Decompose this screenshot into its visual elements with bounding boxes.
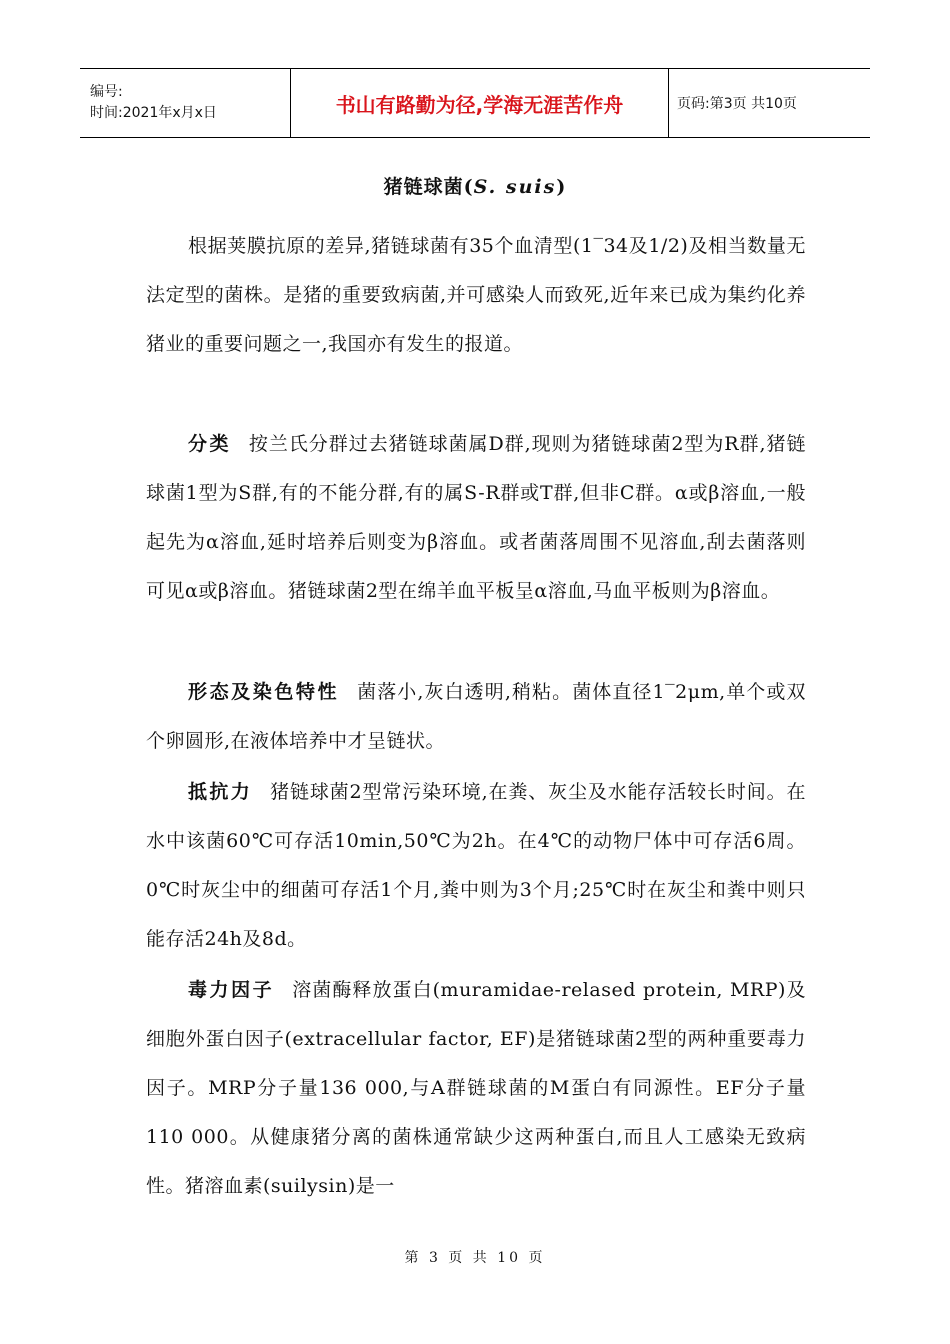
resistance-text: 猪链球菌2型常污染环境,在粪、灰尘及水能存活较长时间。在水中该菌60℃可存活10min,50℃为2h。在4℃的动物尸体中可存活6周。0℃时灰尘中的细菌可存活1个月,粪中则为3个月;25℃时在灰尘和粪中则只能存活24h及8d。	[146, 781, 806, 950]
resistance-heading: 抵抗力	[188, 781, 253, 803]
title-suffix: )	[556, 176, 567, 198]
header-page-info	[669, 69, 870, 137]
paragraph-classification	[146, 420, 806, 616]
classification-heading: 分类	[188, 433, 231, 455]
document-title	[0, 172, 950, 199]
title-prefix: 猪链球菌(	[383, 176, 474, 198]
paragraph-morphology	[146, 668, 806, 766]
header-motto-text: 书山有路勤为径,学海无涯苦作舟	[335, 92, 624, 117]
paragraph-intro	[146, 222, 806, 369]
page-footer	[0, 1247, 950, 1267]
header-meta	[80, 69, 291, 137]
virulence-text: 溶菌酶释放蛋白(muramidae-relased protein, MRP)及细胞外蛋白因子(extracellular factor, EF)是猪链球菌2型的两种重要毒力因子。MRP分子量136 000,与A群链球菌的M蛋白有同源性。EF分子量110 000。从健康猪分离的菌株通常缺少这两种蛋白,而且人工感染无致病性。猪溶血素(suilysin)是一	[146, 979, 806, 1197]
header-page-info-text: 页码:第3页 共10页	[677, 96, 797, 112]
virulence-heading: 毒力因子	[188, 979, 275, 1001]
morphology-heading: 形态及染色特性	[188, 681, 340, 703]
header-number-label: 编号:	[90, 84, 123, 100]
paragraph-resistance	[146, 768, 806, 964]
header-motto	[291, 69, 669, 137]
classification-text: 按兰氏分群过去猪链球菌属D群,现则为猪链球菌2型为R群,猪链球菌1型为S群,有的不能分群,有的属S-R群或T群,但非C群。α或β溶血,一般起先为α溶血,延时培养后则变为β溶血。或者菌落周围不见溶血,刮去菌落则可见α或β溶血。猪链球菌2型在绵羊血平板呈α溶血,马血平板则为β溶血。	[146, 433, 806, 602]
footer-page-number: 第 3 页 共 10 页	[404, 1250, 546, 1266]
morphology-text: 菌落小,灰白透明,稍粘。菌体直径1‾2μm,单个或双个卵圆形,在液体培养中才呈链状。	[146, 681, 806, 752]
paragraph-virulence	[146, 966, 806, 1211]
title-latin-name: S. suis	[473, 176, 557, 198]
header-date: 时间:2021年x月x日	[90, 105, 217, 121]
intro-text: 根据荚膜抗原的差异,猪链球菌有35个血清型(1‾34及1/2)及相当数量无法定型的菌株。是猪的重要致病菌,并可感染人而致死,近年来已成为集约化养猪业的重要问题之一,我国亦有发生的报道。	[146, 235, 806, 355]
page-header	[80, 68, 870, 138]
